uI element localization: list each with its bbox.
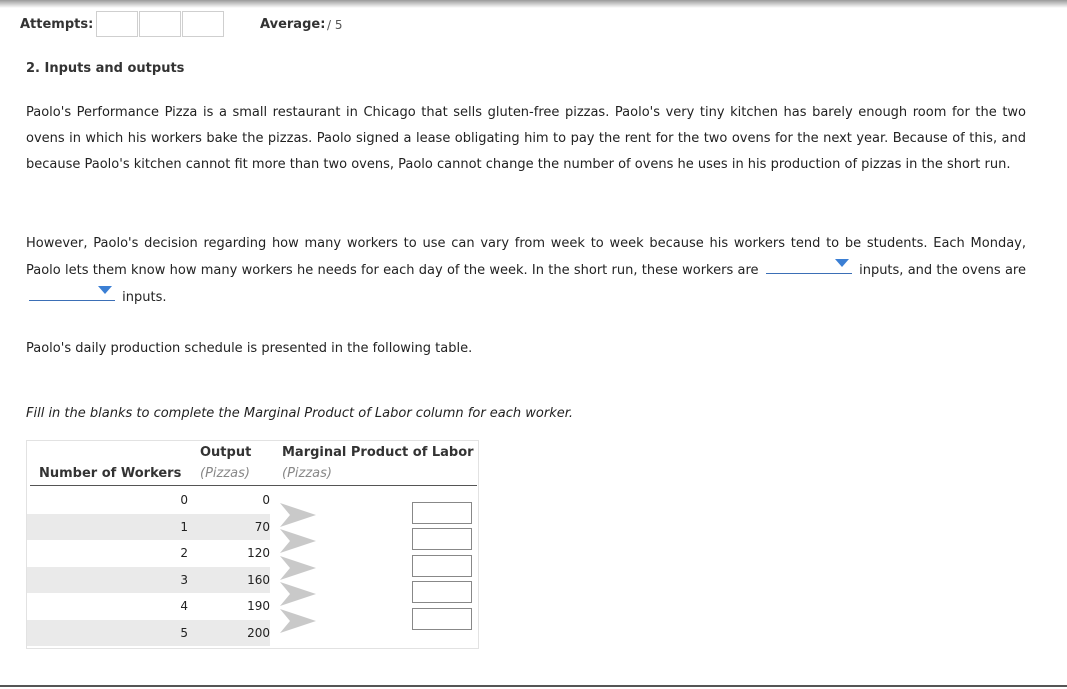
chevron-right-icon <box>278 581 318 607</box>
col-header-output: Output <box>200 445 252 460</box>
attempts-label: Attempts: <box>20 17 94 32</box>
paragraph-inputs <box>26 231 1026 311</box>
mpl-input-worker-2[interactable] <box>412 528 472 550</box>
workers-cell: 3 <box>180 573 188 587</box>
workers-cell: 1 <box>180 520 188 534</box>
dropdown-arrow-icon <box>835 259 849 267</box>
col-header-output-unit: (Pizzas) <box>200 466 250 481</box>
workers-cell: 5 <box>180 626 188 640</box>
header-divider <box>30 485 477 486</box>
ovens-input-type-dropdown[interactable] <box>29 284 115 301</box>
paragraph-inputs-text-c: inputs. <box>122 290 167 305</box>
table-row <box>27 593 270 619</box>
table-row <box>27 567 270 593</box>
attempt-box <box>96 11 138 37</box>
table-row <box>27 540 270 566</box>
workers-cell: 2 <box>180 546 188 560</box>
table-row <box>27 514 270 540</box>
mpl-input-worker-5[interactable] <box>412 608 472 630</box>
table-row <box>27 620 270 646</box>
output-cell: 190 <box>247 599 270 613</box>
average-label: Average: <box>260 17 326 32</box>
output-cell: 0 <box>262 493 270 507</box>
attempt-boxes <box>96 11 225 37</box>
paragraph-inputs-text-b: inputs, and the ovens are <box>859 263 1026 278</box>
top-shadow <box>0 0 1067 8</box>
chevron-right-icon <box>278 608 318 634</box>
chevron-right-icon <box>278 502 318 528</box>
col-header-workers: Number of Workers <box>39 466 182 481</box>
chevron-right-icon <box>278 555 318 581</box>
col-header-mpl-unit: (Pizzas) <box>282 466 332 481</box>
output-cell: 160 <box>247 573 270 587</box>
table-row <box>27 487 270 513</box>
paragraph-inputs-text-a: However, Paolo's decision regarding how many workers to use can vary from week to week because his workers tend to be students. Each Monday, Paolo lets them know how many workers he needs for each day of the week. In the short run, these workers are <box>26 236 1026 278</box>
chevron-right-icon <box>278 528 318 554</box>
workers-cell: 4 <box>180 599 188 613</box>
workers-cell: 0 <box>180 493 188 507</box>
col-header-mpl: Marginal Product of Labor <box>282 445 474 460</box>
bottom-border <box>0 685 1067 687</box>
output-cell: 70 <box>254 520 270 534</box>
instruction-text: Fill in the blanks to complete the Marginal Product of Labor column for each worker. <box>26 406 574 421</box>
workers-input-type-dropdown[interactable] <box>766 257 852 274</box>
mpl-input-worker-1[interactable] <box>412 502 472 524</box>
output-cell: 200 <box>247 626 270 640</box>
attempt-box <box>182 11 224 37</box>
question-title: 2. Inputs and outputs <box>26 61 185 76</box>
mpl-input-worker-4[interactable] <box>412 581 472 603</box>
attempt-box <box>139 11 181 37</box>
paragraph-intro: Paolo's Performance Pizza is a small restaurant in Chicago that sells gluten-free pizzas. Paolo's very tiny kitchen has barely enough room for the two ovens in which his workers bake the pizzas. Paolo signed a lease obligating him to pay the rent for the two ovens for the next year. Because of this, and because Paolo's kitchen cannot fit more than two ovens, Paolo cannot change the number of ovens he uses in his production of pizzas in the short run. <box>26 105 1026 172</box>
dropdown-arrow-icon <box>98 286 112 294</box>
paragraph-schedule: Paolo's daily production schedule is presented in the following table. <box>26 341 473 356</box>
mpl-input-worker-3[interactable] <box>412 555 472 577</box>
output-cell: 120 <box>247 546 270 560</box>
average-value: / 5 <box>327 18 343 32</box>
